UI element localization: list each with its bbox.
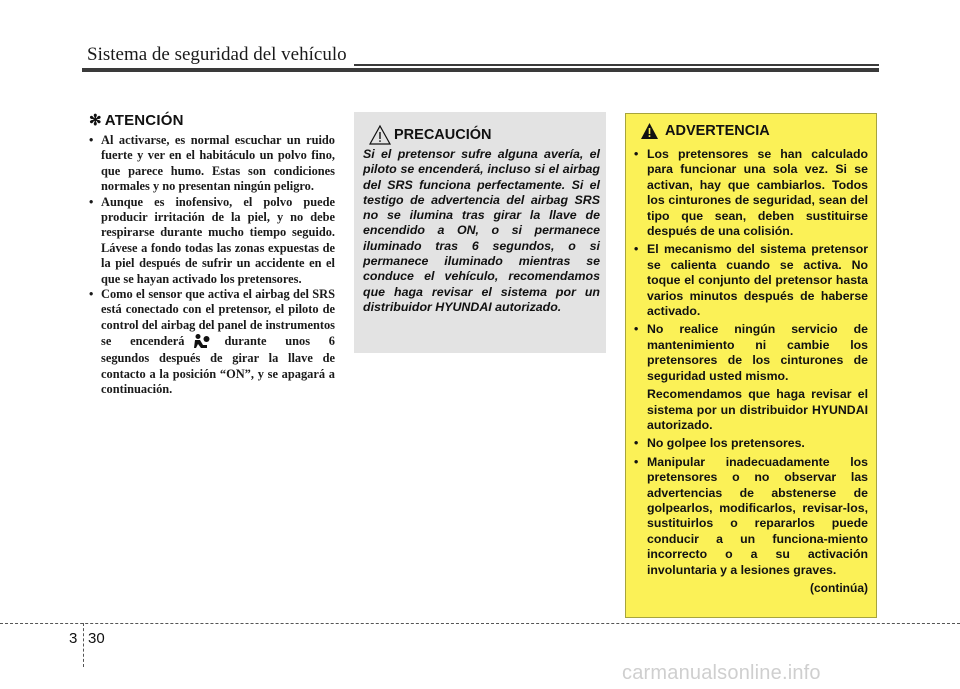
warning-heading — [640, 122, 770, 140]
warning-sub-paragraph: Recomendamos que haga revisar el sistema por un distribuidor HYUNDAI autorizado. — [647, 387, 868, 432]
page-header-title: Sistema de seguridad del vehículo — [87, 44, 347, 65]
footer-rule — [0, 623, 960, 624]
attention-item: • Aunque es inofensivo, el polvo puede producir irritación de la piel, y no debe respirarse durante mucho tiempo seguido. Lávese a fondo todas las zonas expuestas de la piel después de sufrir un accidente en el que se hayan activado los pretensores. — [89, 194, 335, 286]
chapter-number: 3 — [69, 630, 78, 647]
continued-label: (continúa) — [810, 580, 868, 595]
attention-section — [89, 111, 335, 398]
caution-triangle-icon — [368, 124, 392, 146]
attention-list — [89, 133, 335, 398]
attention-title: ATENCIÓN — [104, 112, 184, 129]
attention-heading — [89, 111, 335, 129]
attention-item: • Como el sensor que activa el airbag del SRS está conectado con el pretensor, el piloto de control del airbag del panel de instrumentos se encenderá durante unos 6 segundos después de girar la llave de contacto a la posición “ON”, y se apagará a continuación. — [89, 287, 335, 397]
warning-box — [625, 113, 877, 618]
page-number: 30 — [88, 630, 105, 647]
warning-item: • No realice ningún servicio de mantenimiento ni cambie los pretensores de los cinturones de seguridad usted mismo. — [634, 322, 868, 383]
caution-heading — [368, 124, 491, 146]
asterisk-icon: ✻ — [89, 112, 102, 129]
warning-item: • Manipular inadecuadamente los pretensores o no observar las advertencias de abstenerse de golpearlos, modificarlos, revisar-los, sustituirlos o repararlos puede conducir a un funciona-miento incorrecto o a su activación involuntaria y a lesiones graves. — [634, 454, 868, 577]
caution-title: PRECAUCIÓN — [394, 127, 492, 143]
warning-item: • Los pretensores se han calculado para funcionar una sola vez. Si se activan, hay que cambiarlos. Todos los cinturones de seguridad, sean del tipo que sean, deben sustituirse después de una colisión. — [634, 147, 868, 239]
warning-triangle-icon — [640, 122, 659, 140]
footer-divider — [83, 623, 84, 667]
watermark: carmanualsonline.info — [622, 662, 821, 684]
caution-box — [354, 112, 606, 353]
warning-title: ADVERTENCIA — [665, 123, 770, 139]
header-rule — [82, 68, 879, 72]
warning-item: • El mecanismo del sistema pretensor se calienta cuando se activa. No toque el conjunto del pretensor hasta varios minutos después de haberse activado. — [634, 242, 868, 319]
header-rule-thin — [354, 64, 879, 66]
attention-item: • Al activarse, es normal escuchar un ruido fuerte y ver en el habitáculo un polvo fino, que parece humo. Estas son condiciones normales y no presentan ningún peligro. — [89, 133, 335, 194]
warning-item: • No golpee los pretensores. — [634, 436, 805, 451]
airbag-warning-icon — [192, 333, 210, 351]
caution-body: Si el pretensor sufre alguna avería, el piloto se encenderá, incluso si el airbag del SRS funciona perfectamente. Si el testigo de advertencia del airbag SRS no se ilumina tras girar la llave de encendido a ON, o si permanece iluminado tras 6 segundos, o si permanece iluminado mientras se conduce el vehículo, recomendamos que haga revisar el sistema por un distribuidor HYUNDAI autorizado. — [363, 147, 600, 314]
warning-list — [634, 147, 868, 595]
